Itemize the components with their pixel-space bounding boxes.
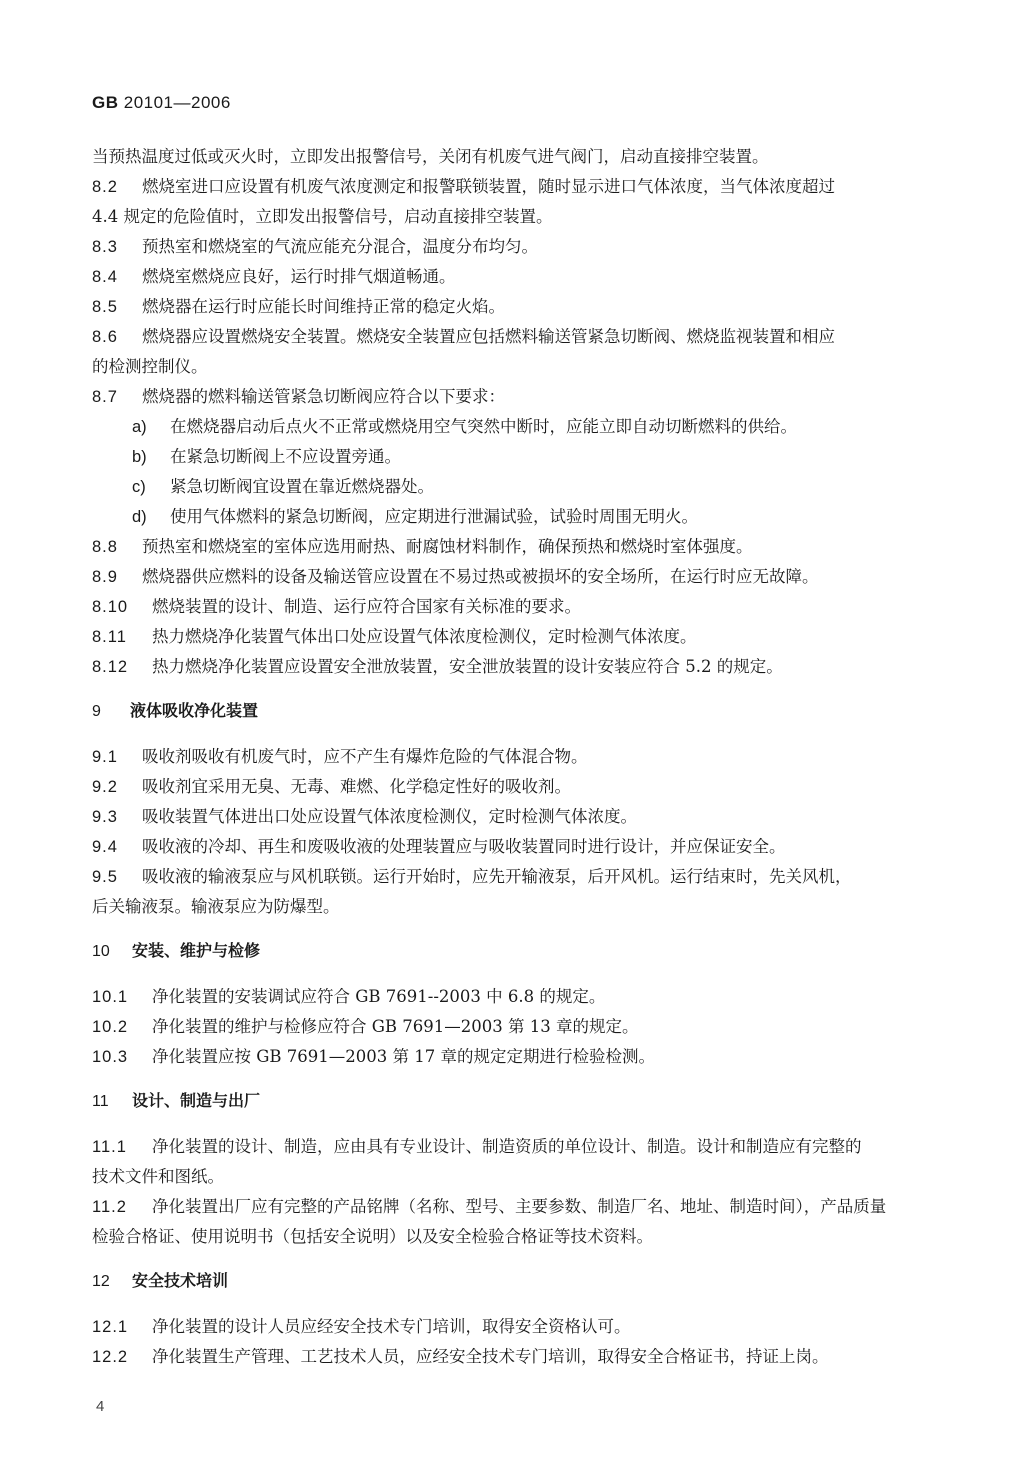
- document-body: [92, 142, 958, 1372]
- clause-number: 10.1: [92, 988, 129, 1006]
- clause-9-4: [92, 832, 958, 862]
- clause-text: 燃烧室进口应设置有机废气浓度测定和报警联锁装置，随时显示进口气体浓度，当气体浓度超过: [142, 177, 835, 196]
- clause-text: 燃烧器在运行时应能长时间维持正常的稳定火焰。: [142, 297, 505, 316]
- section-number: 12: [92, 1273, 110, 1290]
- section-number: 9: [92, 703, 101, 720]
- section-title: 设计、制造与出厂: [132, 1091, 261, 1110]
- clause-text: 净化装置的安装调试应符合 GB 7691--2003 中 6.8 的规定。: [152, 987, 606, 1006]
- clause-text: 吸收装置气体进出口处应设置气体浓度检测仪，定时检测气体浓度。: [142, 807, 637, 826]
- clause-number: 9.4: [92, 838, 118, 856]
- clause-number: 8.7: [92, 388, 118, 406]
- clause-8-4: [92, 262, 958, 292]
- standard-number: 20101—2006: [123, 93, 231, 112]
- clause-text: 净化装置生产管理、工艺技术人员，应经安全技术专门培训，取得安全合格证书，持证上岗。: [152, 1347, 829, 1366]
- clause-8-8: [92, 532, 958, 562]
- clause-text: 热力燃烧净化装置应设置安全泄放装置，安全泄放装置的设计安装应符合 5.2 的规定。: [152, 657, 783, 676]
- subitem-a: [92, 412, 958, 442]
- clause-text: 吸收液的冷却、再生和废吸收液的处理装置应与吸收装置同时进行设计，并应保证安全。: [142, 837, 786, 856]
- subitem-text: 在紧急切断阀上不应设置旁通。: [170, 447, 401, 466]
- clause-8-3: [92, 232, 958, 262]
- clause-11-2: [92, 1192, 958, 1222]
- clause-9-3: [92, 802, 958, 832]
- clause-text: 燃烧器供应燃料的设备及输送管应设置在不易过热或被损坏的安全场所，在运行时应无故障。: [142, 567, 819, 586]
- page-number: 4: [96, 1398, 105, 1415]
- clause-8-6: [92, 322, 958, 352]
- clause-12-1: [92, 1312, 958, 1342]
- clause-number: 11.1: [92, 1138, 127, 1156]
- clause-number: 9.1: [92, 748, 118, 766]
- clause-8-12: [92, 652, 958, 682]
- clause-8-9: [92, 562, 958, 592]
- section-9-heading: [92, 696, 958, 726]
- section-12-heading: [92, 1266, 958, 1296]
- clause-number: 9.3: [92, 808, 118, 826]
- clause-9-2: [92, 772, 958, 802]
- clause-text: 吸收剂宜采用无臭、无毒、难燃、化学稳定性好的吸收剂。: [142, 777, 571, 796]
- section-11-heading: [92, 1086, 958, 1116]
- clause-text: 净化装置的设计人员应经安全技术专门培训，取得安全资格认可。: [152, 1317, 631, 1336]
- clause-number: 12.2: [92, 1348, 129, 1366]
- clause-number: 9.5: [92, 868, 118, 886]
- clause-text: 热力燃烧净化装置气体出口处应设置气体浓度检测仪，定时检测气体浓度。: [152, 627, 697, 646]
- standard-prefix: GB: [92, 93, 119, 112]
- clause-12-2: [92, 1342, 958, 1372]
- section-10-heading: [92, 936, 958, 966]
- standard-header: [92, 93, 231, 113]
- subitem-mark: d): [132, 508, 147, 526]
- subitem-mark: a): [132, 418, 147, 436]
- clause-11-1: [92, 1132, 958, 1162]
- clause-number: 12.1: [92, 1318, 129, 1336]
- clause-text: 燃烧装置的设计、制造、运行应符合国家有关标准的要求。: [152, 597, 581, 616]
- section-title: 安装、维护与检修: [132, 941, 261, 960]
- clause-number: 8.3: [92, 238, 118, 256]
- clause-9-1: [92, 742, 958, 772]
- clause-number: 8.12: [92, 658, 129, 676]
- clause-number: 9.2: [92, 778, 118, 796]
- clause-text: 净化装置应按 GB 7691—2003 第 17 章的规定定期进行检验检测。: [152, 1047, 656, 1066]
- clause-number: 10.3: [92, 1048, 129, 1066]
- clause-9-5: [92, 862, 958, 892]
- clause-text: 净化装置的设计、制造，应由具有专业设计、制造资质的单位设计、制造。设计和制造应有完整的: [152, 1137, 862, 1156]
- clause-8-10: [92, 592, 958, 622]
- clause-number: 8.11: [92, 628, 127, 646]
- subitem-mark: c): [132, 478, 146, 496]
- clause-8-2-continuation: 4.4 规定的危险值时，立即发出报警信号，启动直接排空装置。: [92, 207, 553, 226]
- clause-text: 净化装置出厂应有完整的产品铭牌（名称、型号、主要参数、制造厂名、地址、制造时间），产品质量: [152, 1197, 887, 1216]
- clause-number: 8.5: [92, 298, 118, 316]
- clause-8-7: [92, 382, 958, 412]
- section-number: 10: [92, 943, 110, 960]
- section-number: 11: [92, 1093, 109, 1110]
- subitem-text: 在燃烧器启动后点火不正常或燃烧用空气突然中断时，应能立即自动切断燃料的供给。: [170, 417, 797, 436]
- clause-8-5: [92, 292, 958, 322]
- section-title: 安全技术培训: [132, 1271, 229, 1290]
- clause-text: 燃烧器应设置燃烧安全装置。燃烧安全装置应包括燃料输送管紧急切断阀、燃烧监视装置和相应: [142, 327, 835, 346]
- subitem-text: 使用气体燃料的紧急切断阀，应定期进行泄漏试验，试验时周围无明火。: [170, 507, 698, 526]
- clause-number: 11.2: [92, 1198, 127, 1216]
- clause-9-5-continuation: 后关输液泵。输液泵应为防爆型。: [92, 897, 340, 916]
- clause-text: 预热室和燃烧室的气流应能充分混合，温度分布均匀。: [142, 237, 538, 256]
- clause-8-11: [92, 622, 958, 652]
- clause-number: 8.4: [92, 268, 118, 286]
- subitem-text: 紧急切断阀宜设置在靠近燃烧器处。: [170, 477, 434, 496]
- clause-text: 吸收剂吸收有机废气时，应不产生有爆炸危险的气体混合物。: [142, 747, 588, 766]
- clause-8-6-continuation: 的检测控制仪。: [92, 357, 208, 376]
- subitem-d: [92, 502, 958, 532]
- subitem-mark: b): [132, 448, 147, 466]
- clause-8-1-continuation: 当预热温度过低或灭火时，立即发出报警信号，关闭有机废气进气阀门，启动直接排空装置。: [92, 147, 769, 166]
- clause-10-2: [92, 1012, 958, 1042]
- clause-11-1-continuation: 技术文件和图纸。: [92, 1167, 224, 1186]
- clause-10-1: [92, 982, 958, 1012]
- clause-number: 8.6: [92, 328, 118, 346]
- clause-number: 8.2: [92, 178, 118, 196]
- subitem-b: [92, 442, 958, 472]
- clause-text: 吸收液的输液泵应与风机联锁。运行开始时，应先开输液泵，后开风机。运行结束时，先关风机，: [142, 867, 852, 886]
- subitem-c: [92, 472, 958, 502]
- clause-text: 燃烧器的燃料输送管紧急切断阀应符合以下要求：: [142, 387, 505, 406]
- section-title: 液体吸收净化装置: [130, 701, 259, 720]
- clause-text: 净化装置的维护与检修应符合 GB 7691—2003 第 13 章的规定。: [152, 1017, 639, 1036]
- clause-number: 8.10: [92, 598, 129, 616]
- clause-10-3: [92, 1042, 958, 1072]
- clause-number: 8.8: [92, 538, 118, 556]
- clause-8-2: [92, 172, 958, 202]
- clause-text: 预热室和燃烧室的室体应选用耐热、耐腐蚀材料制作，确保预热和燃烧时室体强度。: [142, 537, 753, 556]
- clause-11-2-continuation: 检验合格证、使用说明书（包括安全说明）以及安全检验合格证等技术资料。: [92, 1227, 653, 1246]
- clause-text: 燃烧室燃烧应良好，运行时排气烟道畅通。: [142, 267, 456, 286]
- clause-number: 8.9: [92, 568, 118, 586]
- clause-number: 10.2: [92, 1018, 129, 1036]
